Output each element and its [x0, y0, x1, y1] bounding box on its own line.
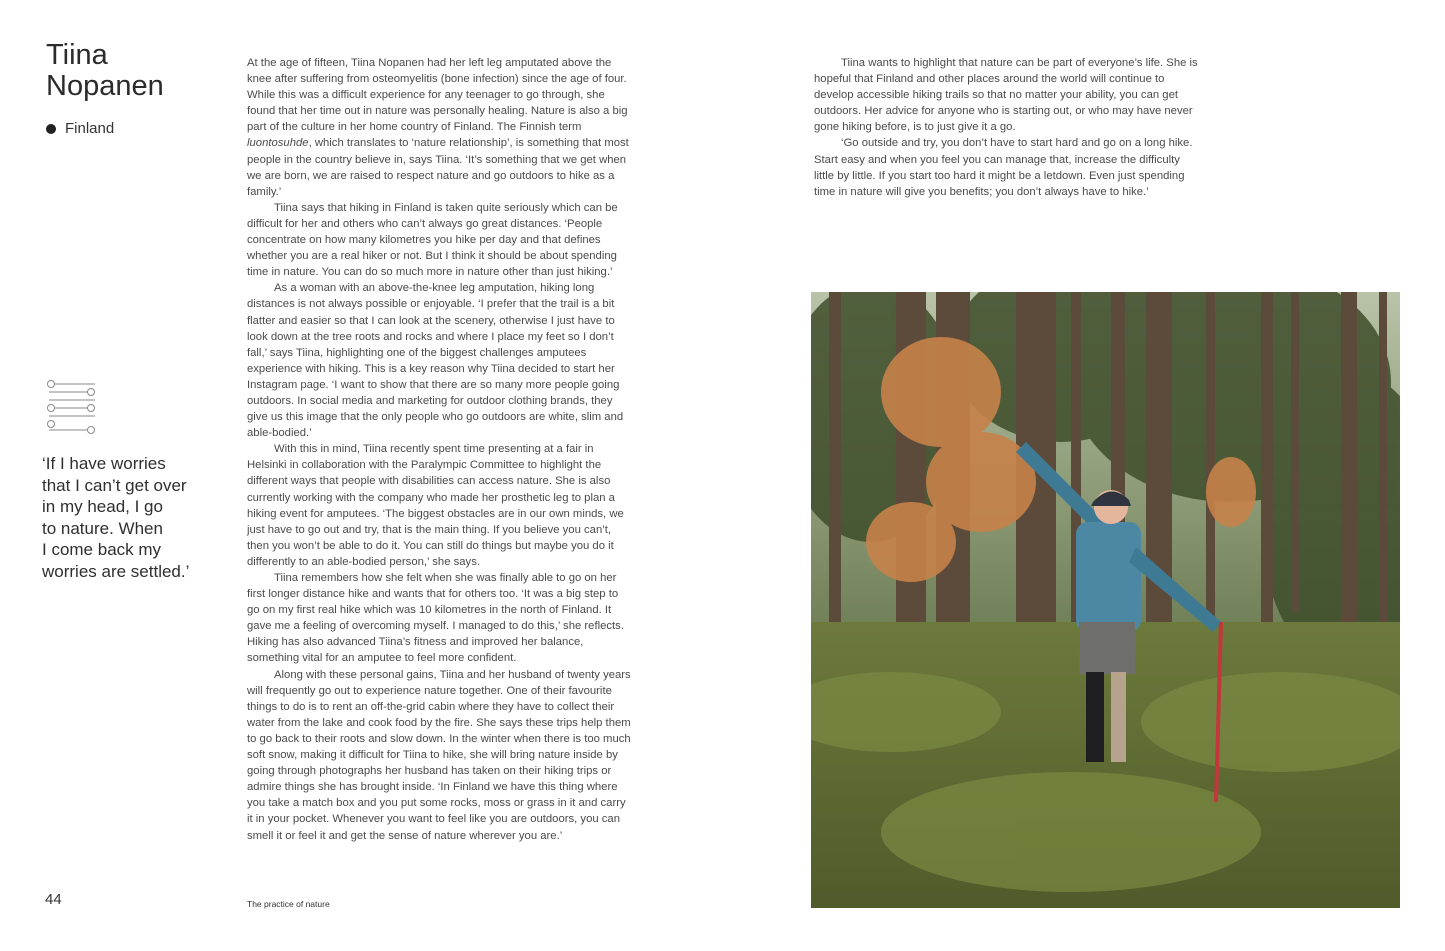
country-label: Finland — [65, 120, 115, 137]
profile-name-line1: Tiina — [46, 39, 108, 71]
bullet-dot-icon — [46, 124, 56, 134]
article-paragraph: ‘Go outside and try, you don’t have to start hard and go on a long hike. Start easy and when you feel you can manage that, increase the difficulty little by little. If you start too hard it might be a letdown. Even just spending time in nature will give you benefits; you don’t always have to hike.’ — [814, 137, 1193, 198]
article-paragraph: Tiina wants to highlight that nature can be part of everyone’s life. She is hopeful that Finland and other places around the world will continue to develop accessible hiking trails so that no matter your ability, you can get outdoors. Her advice for anyone who is starting out, or who may have never gone hiking before, is to just give it a go. — [814, 57, 1198, 134]
paragraph-text: At the age of fifteen, Tiina Nopanen had her left leg amputated above the knee after suffering from osteomyelitis (bone infection) since the age of four. While this was a difficult experience for any teenager to go through, she found that her time out in nature was personally healing. Nature is also a big part of the culture in her home country of Finland. The Finnish term — [247, 57, 628, 134]
article-paragraph: As a woman with an above-the-knee leg amputation, hiking long distances is not always possible or enjoyable. ‘I prefer that the trail is a bit flatter and easier so that I can look at the scenery, otherwise I just have to look down at the tree roots and rocks and where I place my feet so I don’t fall,’ says Tiina, highlighting one of the biggest challenges amputees experience with hiking. This is a key reason why Tiina decided to start her Instagram page. ‘I want to show that there are so many more people going outdoors. In social media and marketing for outdoor clothing brands, they give us this image that the only people who go outdoors are white, slim and able-bodied.’ — [247, 282, 624, 440]
article-paragraph: Tiina remembers how she felt when she was finally able to go on her first longer distance hike and wants that for others too. ‘It was a big step to go on my first real hike which was 10 kilometres in the north of Finland. It gave me a feeling of overcoming myself. I managed to do this,’ she reflects. Hiking has also advanced Tiina’s fitness and improved her balance, something vital for an amputee to feel more confident. — [247, 572, 624, 665]
pull-quote-line: worries are settled.’ — [42, 561, 190, 581]
pull-quote-line: in my head, I go — [42, 497, 163, 516]
profile-country — [46, 120, 114, 137]
article-column-left — [247, 55, 632, 844]
pull-quote-line: that I can’t get over — [42, 475, 187, 495]
pull-quote-line: I come back my — [42, 540, 162, 559]
pull-quote-line: to nature. When — [42, 518, 163, 538]
paragraph-text: , which translates to ‘nature relationship’, is something that most people in the country believe in, says Tiina. ‘It’s something that we get when we are born, we are raised to respect nature and go outdoors to hike as a family.’ — [247, 137, 629, 198]
article-paragraph: Tiina says that hiking in Finland is taken quite seriously which can be difficult for her and others who can’t always go great distances. ‘People concentrate on how many kilometres you hike per day and that defines whether you are a real hiker or not. But I think it should be about spending time in nature. You can do so much more in nature other than just hiking.’ — [247, 201, 618, 279]
hiker-forest-photo — [811, 292, 1400, 908]
article-paragraph — [247, 55, 632, 200]
pull-quote — [42, 453, 217, 582]
finnish-term: luontosuhde — [247, 137, 309, 150]
article-paragraph: Along with these personal gains, Tiina and her husband of twenty years will frequently go out to experience nature together. One of their favourite things to do is to rent an off-the-grid cabin where they have to collect their water from the lake and cook food by the fire. She says these trips help them to go back to their roots and slow down. In the winter when there is too much soft snow, making it difficult for Tiina to hike, she will bring nature inside by going through photographs her husband has taken on their hiking trips or admire things she has brought inside. ‘In Finland we have this thing where you take a match box and you put some rocks, moss or grass in it and carry it in your pocket. Whenever you want to feel like you are outdoors, you can smell it or feel it and get the sense of nature wherever you are.’ — [247, 668, 631, 842]
running-title: The practice of nature — [247, 899, 330, 909]
article-column-right — [814, 55, 1198, 200]
pull-quote-line: ‘If I have worries — [42, 454, 166, 473]
sliders-icon — [45, 378, 101, 436]
forest-illustration — [811, 292, 1400, 908]
article-paragraph: With this in mind, Tiina recently spent time presenting at a fair in Helsinki in collaboration with the Paralympic Committee to highlight the different ways that people with disabilities can access nature. She is also currently working with the company who made her prosthetic leg to plan a hiking event for amputees. ‘The biggest obstacles are in our own minds, we just have to go out and try, that is the main thing. If you believe you can’t, then you won’t be able to do it. You can still do things but maybe you do it differently to an able-bodied person,’ she says. — [247, 443, 624, 568]
page-number: 44 — [45, 891, 62, 908]
profile-name-line2: Nopanen — [46, 70, 164, 102]
profile-name — [46, 40, 236, 102]
